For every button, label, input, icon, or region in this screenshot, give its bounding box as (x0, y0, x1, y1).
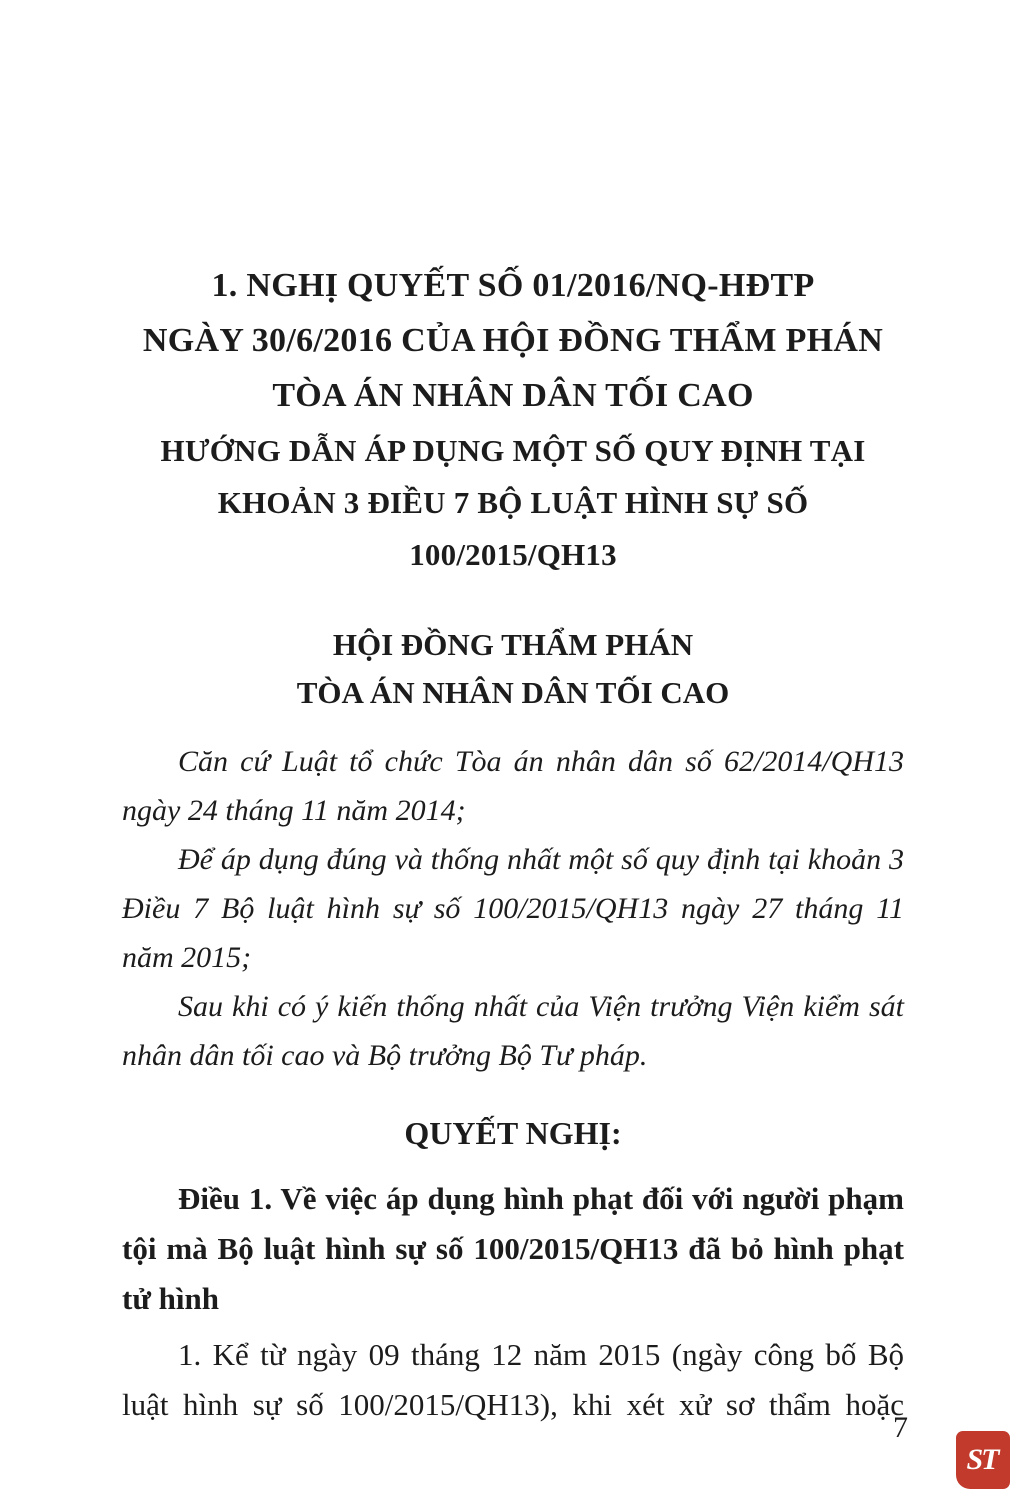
article-1-heading: Điều 1. Về việc áp dụng hình phạt đối với người phạm tội mà Bộ luật hình sự số 100/2015/QH13 đã bỏ hình phạt tử hình (122, 1181, 904, 1316)
title-line: TÒA ÁN NHÂN DÂN TỐI CAO (272, 377, 754, 414)
issuer-line: HỘI ĐỒNG THẨM PHÁN (332, 627, 694, 662)
document-title (122, 258, 904, 423)
preamble-section (122, 737, 904, 1080)
preamble-paragraph: Sau khi có ý kiến thống nhất của Viện trưởng Viện kiểm sát nhân dân tối cao và Bộ trưởng Bộ Tư pháp. (122, 990, 904, 1072)
resolution-heading: QUYẾT NGHỊ: (404, 1115, 622, 1151)
issuer-heading (122, 621, 904, 717)
subtitle-line: KHOẢN 3 ĐIỀU 7 BỘ LUẬT HÌNH SỰ SỐ 100/2015/QH13 (217, 485, 809, 572)
publisher-logo-text: ST (966, 1443, 998, 1476)
title-line: NGÀY 30/6/2016 CỦA HỘI ĐỒNG THẨM PHÁN (142, 322, 884, 359)
title-line: 1. NGHỊ QUYẾT SỐ 01/2016/NQ-HĐTP (211, 267, 815, 304)
preamble-paragraph: Để áp dụng đúng và thống nhất một số quy định tại khoản 3 Điều 7 Bộ luật hình sự số 100/2015/QH13 ngày 27 tháng 11 năm 2015; (122, 843, 904, 974)
page-number: 7 (893, 1411, 908, 1444)
issuer-line: TÒA ÁN NHÂN DÂN TỐI CAO (296, 675, 730, 710)
document-subtitle (122, 425, 904, 581)
preamble-paragraph: Căn cứ Luật tổ chức Tòa án nhân dân số 62/2014/QH13 ngày 24 tháng 11 năm 2014; (122, 745, 904, 827)
subtitle-line: HƯỚNG DẪN ÁP DỤNG MỘT SỐ QUY ĐỊNH TẠI (160, 433, 866, 468)
article-1-body: 1. Kể từ ngày 09 tháng 12 năm 2015 (ngày công bố Bộ luật hình sự số 100/2015/QH13), khi xét xử sơ thẩm hoặc (122, 1337, 904, 1422)
publisher-st-logo (956, 1431, 1010, 1489)
